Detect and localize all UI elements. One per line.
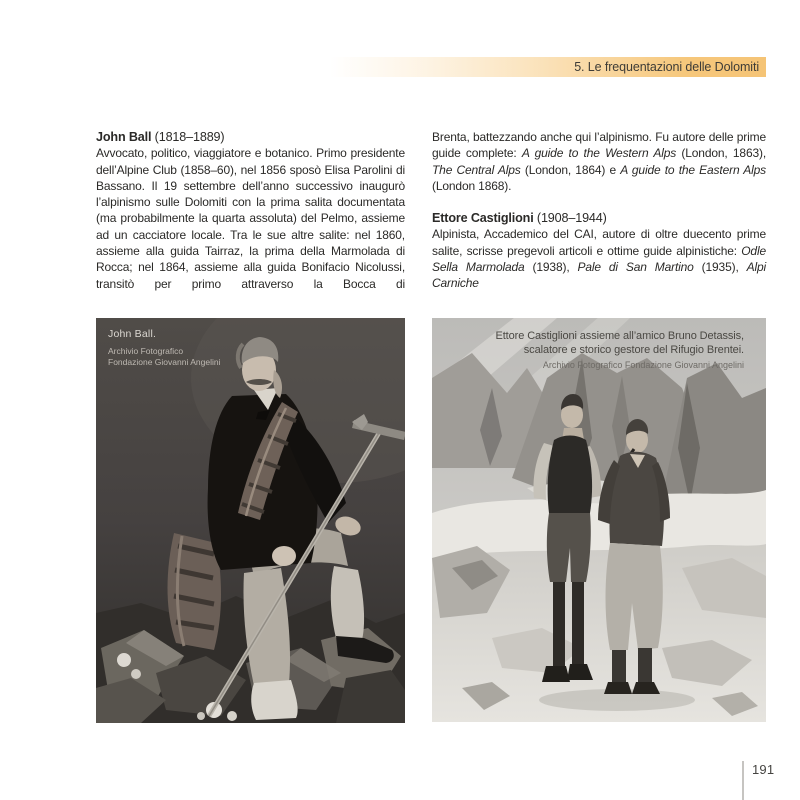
john-ball-dates: (1818–1889) — [151, 130, 225, 144]
photo-castiglioni-detassis — [432, 318, 766, 722]
castiglioni-detassis-illustration — [432, 318, 766, 722]
photo-john-ball — [96, 318, 405, 723]
ettore-castiglioni-paragraph: Alpinista, Accademico del CAI, autore di oltre duecento prime salite, scrisse pregevoli articoli e ottime guide alpinistiche: Odle Sella Marmolada (1938), Pale di San Martino (1935), Alpi Carniche — [432, 227, 767, 291]
chapter-title: 5. Le frequentazioni delle Dolomiti — [574, 60, 759, 74]
footer-rule — [742, 761, 744, 800]
john-ball-name: John Ball — [96, 130, 152, 144]
chapter-header-bar — [330, 57, 766, 77]
caption-line2: scalatore e storico gestore del Rifugio Brentei. — [523, 344, 744, 356]
caption-credit: Archivio Fotografico Fondazione Giovanni Angelini — [542, 360, 744, 370]
photo-caption-castiglioni — [495, 329, 744, 370]
ettore-castiglioni-heading — [432, 210, 766, 226]
caption-line1: Ettore Castiglioni assieme all’amico Bruno Detassis, — [495, 330, 744, 342]
john-ball-paragraph: Avvocato, politico, viaggiatore e botanico. Primo presidente dell’Alpine Club (1858–60), nel 1856 sposò Elisa Parolini di Bassano. Il 19 settembre dell’anno successivo inaugurò l’alpinismo sulle Dolomiti con la prima salita documentata (ma probabilmente la quarta assoluta) del Pelmo, assieme ad un cacciatore locale. Tra le sue altre salite: nel 1860, assieme alla guida Tairraz, la prima della Marmolada di Rocca; nel 1864, assieme alla guida Bonifacio Nicolussi, transitò per primo attraverso la Bocca di — [96, 146, 405, 291]
page-number: 191 — [752, 762, 775, 777]
caption-credit-line1: Archivio Fotografico — [108, 346, 184, 356]
ettore-castiglioni-name: Ettore Castiglioni — [432, 211, 534, 226]
text-column-right — [432, 129, 766, 292]
caption-credit-line2: Fondazione Giovanni Angelini — [108, 357, 221, 367]
john-ball-heading — [96, 129, 405, 145]
john-ball-portrait-illustration — [96, 318, 405, 723]
john-ball-paragraph-continued: Brenta, battezzando anche qui l’alpinismo. Fu autore delle prime guide complete: A guide to the Western Alps (London, 1863), The Central Alps (London, 1864) e A guide to the Eastern Alps (London 1868). — [432, 130, 767, 193]
text-column-left — [96, 129, 405, 292]
photo-caption-john-ball — [108, 328, 220, 368]
ettore-castiglioni-dates: (1908–1944) — [533, 211, 607, 226]
caption-title: John Ball. — [108, 328, 157, 340]
